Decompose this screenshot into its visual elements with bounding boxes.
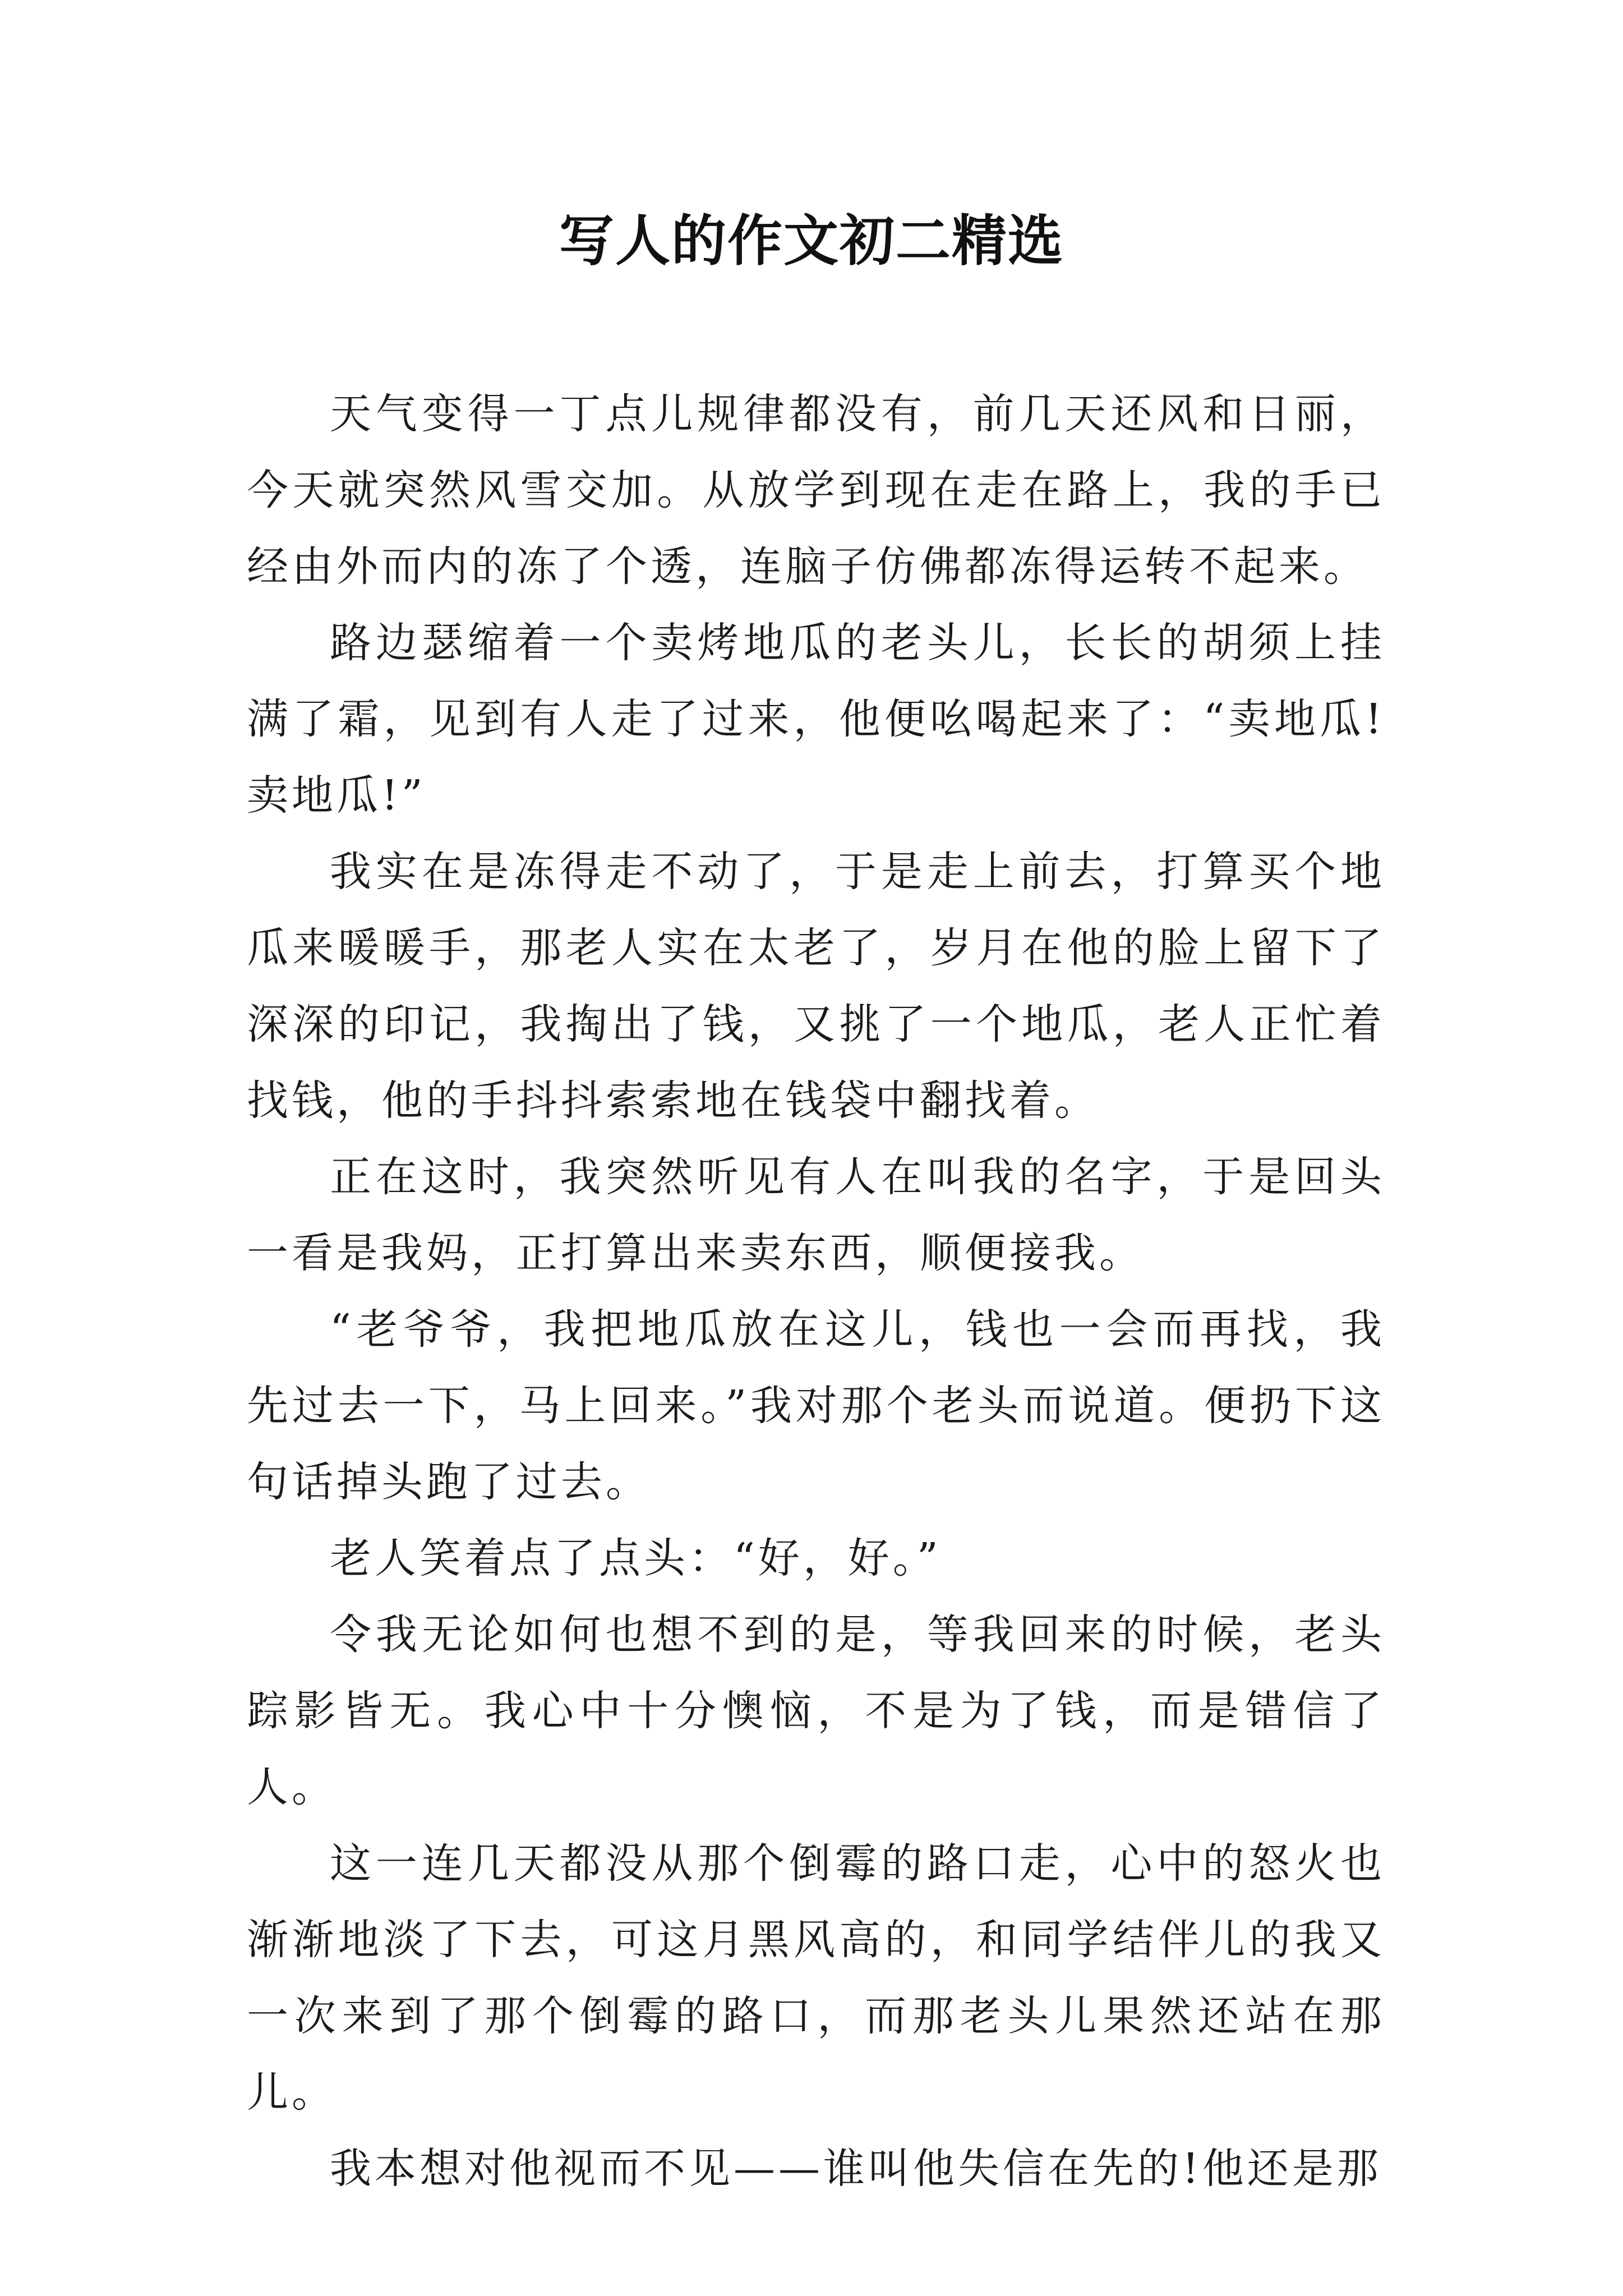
paragraph: 天气变得一丁点儿规律都没有，前几天还风和日丽，今天就突然风雪交加。从放学到现在走在路上，我的手已经由外而内的冻了个透，连脑子仿佛都冻得运转不起来。 — [247, 390, 1385, 591]
paragraph: 我实在是冻得走不动了，于是走上前去，打算买个地瓜来暖暖手，那老人实在太老了，岁月在他的脸上留下了深深的印记，我掏出了钱，又挑了一个地瓜，老人正忙着找钱，他的手抖抖索索地在钱袋中翻找着。 — [247, 848, 1385, 1125]
paragraph: 我本想对他视而不见——谁叫他失信在先的!他还是那 — [330, 2145, 1382, 2193]
paragraph: 这一连几天都没从那个倒霉的路口走，心中的怒火也渐渐地淡了下去，可这月黑风高的，和同学结伴儿的我又一次来到了那个倒霉的路口，而那老头儿果然还站在那儿。 — [247, 1839, 1385, 2116]
paragraph: “老爷爷，我把地瓜放在这儿，钱也一会而再找，我先过去一下，马上回来。”我对那个老头而说道。便扔下这句话掉头跑了过去。 — [247, 1305, 1385, 1506]
document-body — [247, 376, 1385, 2207]
document-title: 写人的作文初二精选 — [559, 209, 1064, 273]
paragraph: 老人笑着点了点头：“好，好。” — [330, 1534, 942, 1582]
paragraph: 令我无论如何也想不到的是，等我回来的时候，老头踪影皆无。我心中十分懊恼，不是为了钱，而是错信了人。 — [247, 1611, 1385, 1811]
paragraph: 正在这时，我突然听见有人在叫我的名字，于是回头一看是我妈，正打算出来卖东西，顺便接我。 — [247, 1153, 1385, 1277]
paragraph: 路边瑟缩着一个卖烤地瓜的老头儿，长长的胡须上挂满了霜，见到有人走了过来，他便吆喝起来了：“卖地瓜!卖地瓜!” — [247, 619, 1385, 820]
